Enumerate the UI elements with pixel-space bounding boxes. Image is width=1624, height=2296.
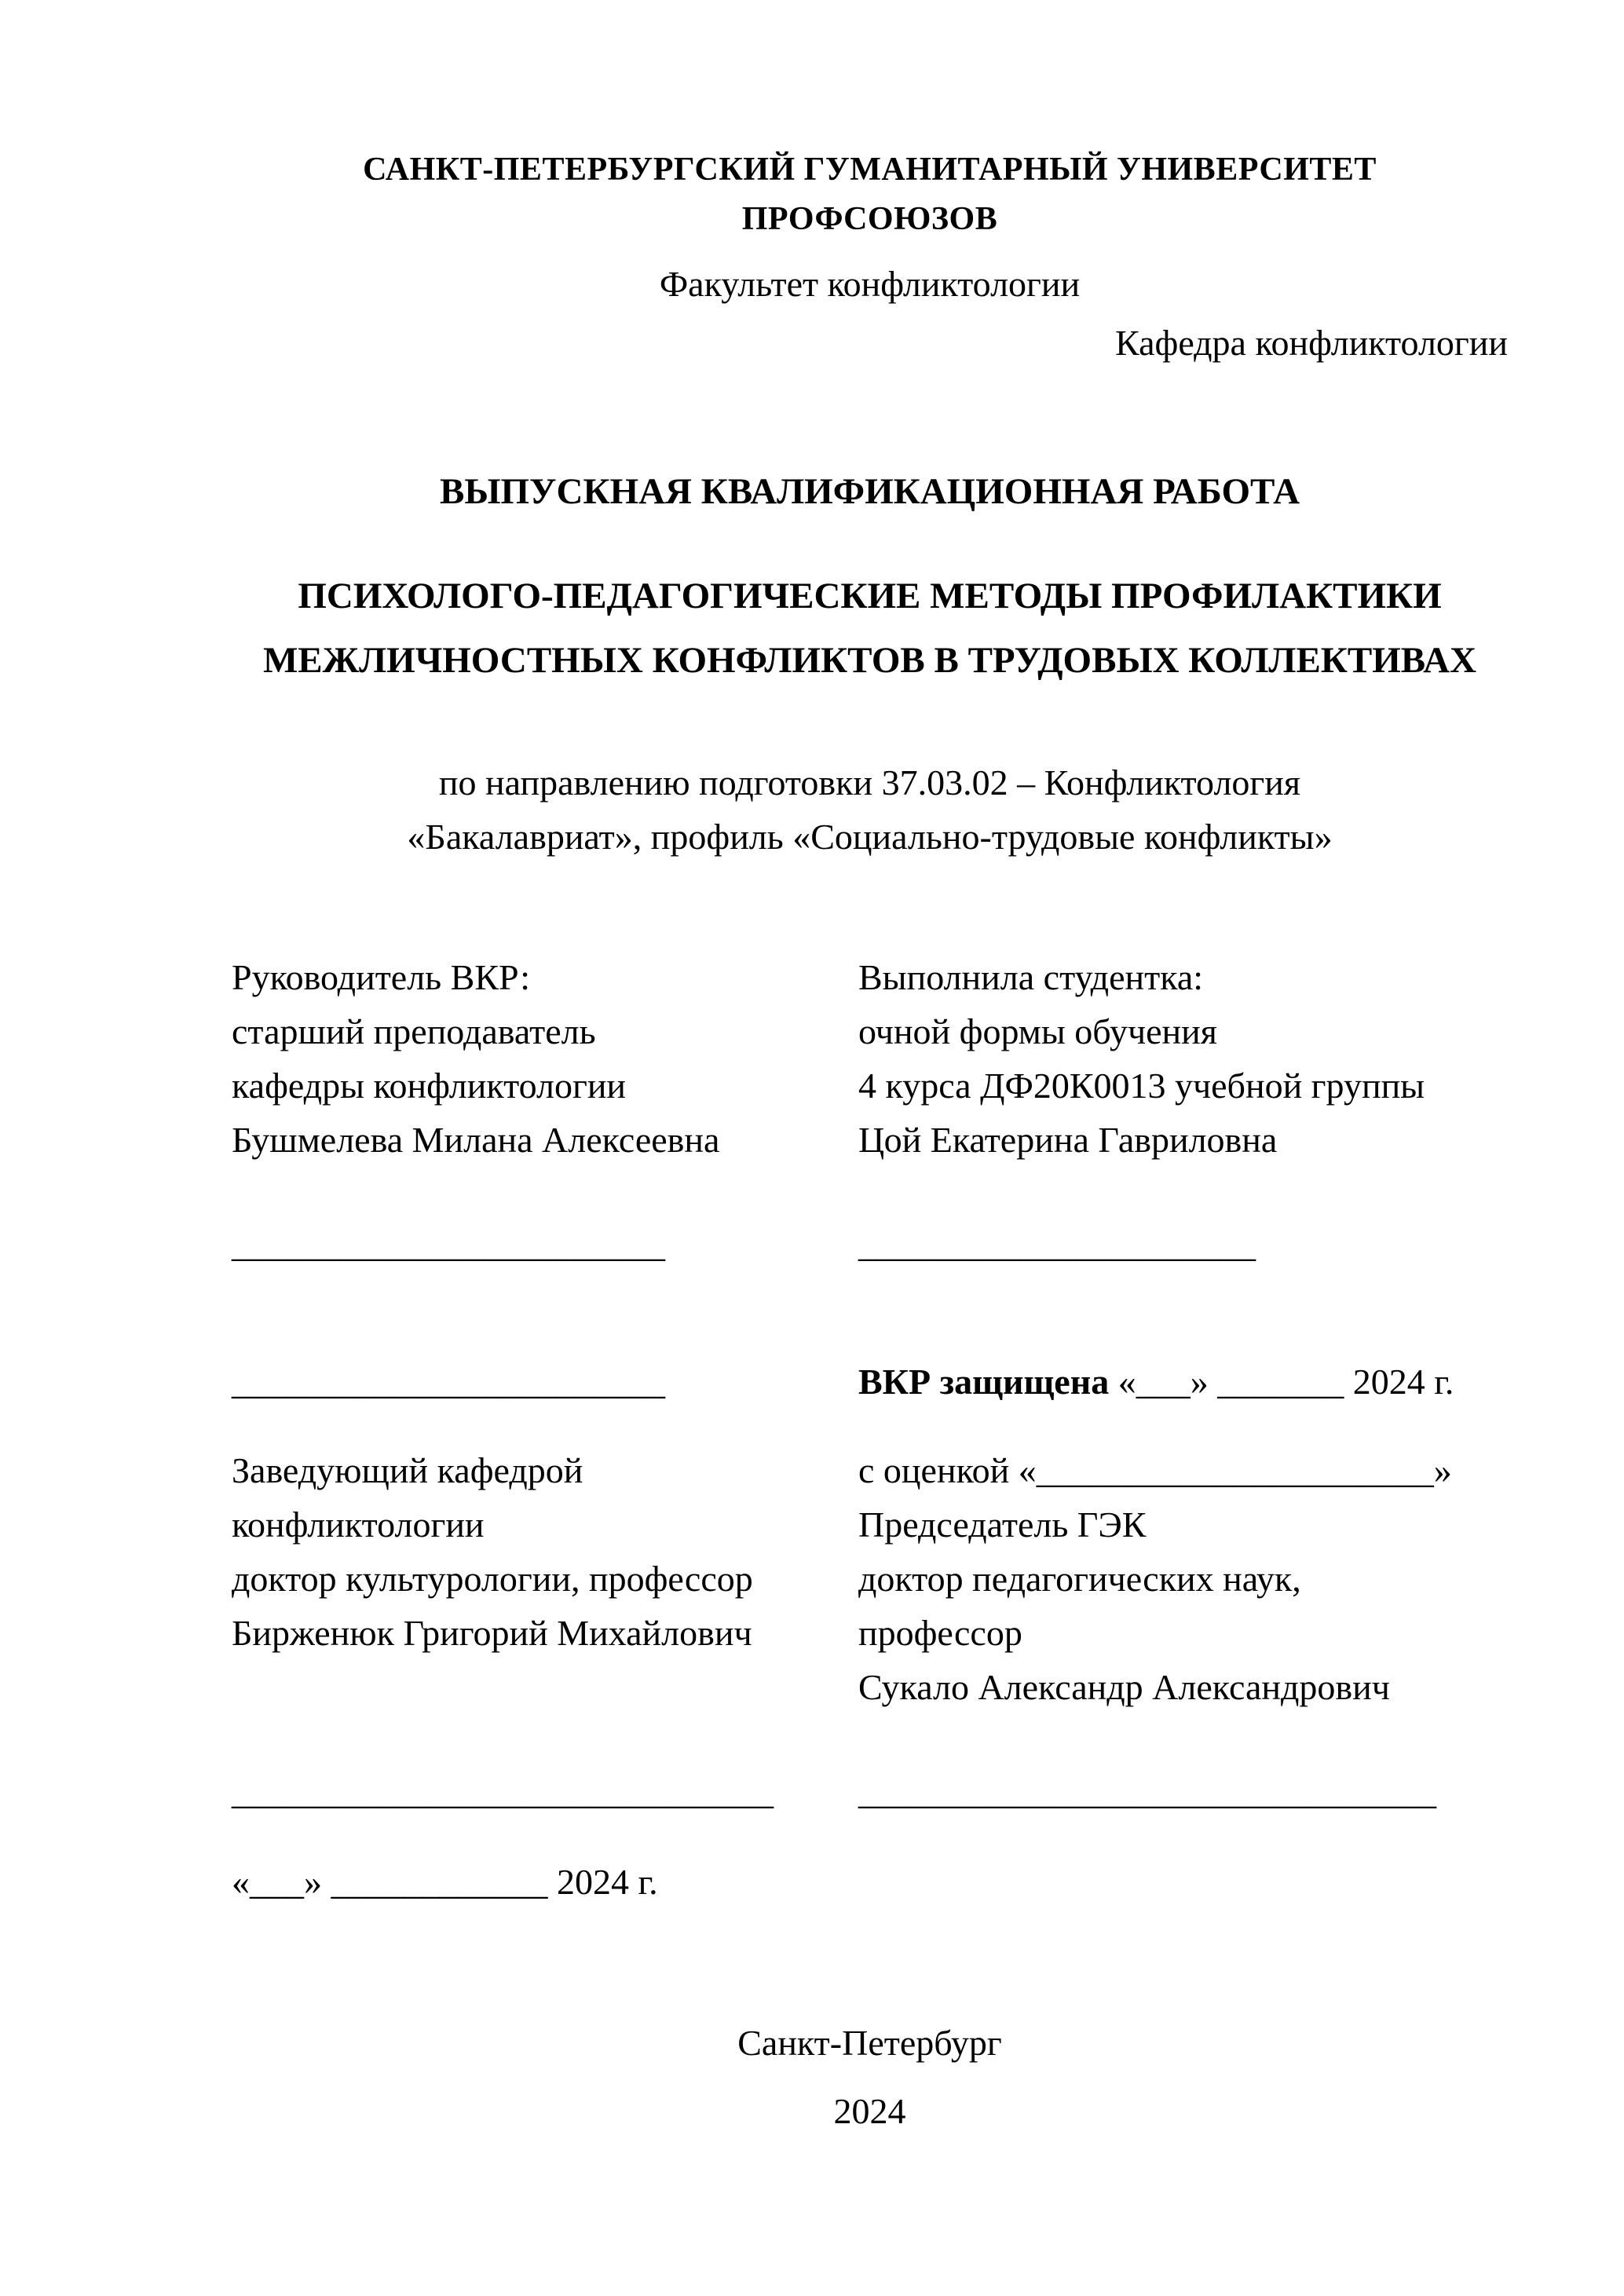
supervisor-signature-line: ________________________: [232, 1224, 665, 1264]
head-degree: доктор культурологии, профессор: [232, 1559, 753, 1599]
program-direction: по направлению подготовки 37.03.02 – Конфликтология: [438, 762, 1301, 803]
signature-row-2: [232, 1355, 1508, 1409]
student-study-form: очной формы обучения: [858, 1011, 1217, 1051]
head-date-line: «___» ____________ 2024 г.: [232, 1862, 658, 1902]
thesis-title-line-1: ПСИХОЛОГО-ПЕДАГОГИЧЕСКИЕ МЕТОДЫ ПРОФИЛАКТИКИ: [298, 575, 1442, 616]
department-name: Кафедра конфликтологии: [1115, 323, 1508, 363]
student-name: Цой Екатерина Гавриловна: [858, 1120, 1278, 1160]
head-title-line-2: конфликтологии: [232, 1504, 485, 1545]
head-signature-line: ________________________: [232, 1362, 665, 1402]
supervisor-department: кафедры конфликтологии: [232, 1066, 627, 1106]
grade-line: с оценкой «______________________»: [858, 1450, 1452, 1490]
head-title-line-1: Заведующий кафедрой: [232, 1450, 583, 1490]
student-group: 4 курса ДФ20К0013 учебной группы: [858, 1066, 1425, 1106]
faculty-name: Факультет конфликтологии: [659, 264, 1081, 304]
student-block: [858, 950, 1508, 1167]
supervisor-name: Бушмелева Милана Алексеевна: [232, 1120, 720, 1160]
work-type-heading: ВЫПУСКНАЯ КВАЛИФИКАЦИОННАЯ РАБОТА: [439, 471, 1300, 512]
chairman-title: Председатель ГЭК: [858, 1504, 1147, 1545]
defense-block: [858, 1443, 1508, 1714]
head-of-department-block: [232, 1443, 858, 1660]
chairman-degree: доктор педагогических наук,: [858, 1559, 1301, 1599]
student-signature-line: ______________________: [858, 1224, 1256, 1264]
footer-year: 2024: [833, 2091, 906, 2131]
footer-city: Санкт-Петербург: [737, 2023, 1002, 2063]
chairman-rank: профессор: [858, 1613, 1022, 1653]
program-profile: «Бакалавриат», профиль «Социально-трудовые конфликты»: [407, 817, 1333, 857]
university-name: САНКТ-ПЕТЕРБУРГСКИЙ ГУМАНИТАРНЫЙ УНИВЕРСИТЕТ ПРОФСОЮЗОВ: [363, 152, 1377, 237]
signature-row-1: [232, 1217, 1508, 1271]
defense-date-line: [858, 1355, 1508, 1409]
chairman-long-signature-line: ________________________________: [858, 1771, 1436, 1812]
program-block: [232, 755, 1508, 864]
head-name: Бирженюк Григорий Михайлович: [232, 1613, 752, 1653]
head-long-signature-line: ______________________________: [232, 1771, 774, 1812]
defense-date-blank: «___» _______ 2024 г.: [1109, 1362, 1454, 1402]
defense-label: ВКР защищена: [858, 1362, 1110, 1402]
chairman-name: Сукало Александр Александрович: [858, 1667, 1390, 1707]
thesis-title: [232, 564, 1508, 693]
supervisor-label: Руководитель ВКР:: [232, 957, 531, 997]
people-columns: [232, 950, 1508, 1167]
supervisor-position: старший преподаватель: [232, 1011, 596, 1051]
signature-row-3: [232, 1764, 1508, 1819]
supervisor-block: [232, 950, 858, 1167]
student-label: Выполнила студентка:: [858, 957, 1204, 997]
thesis-title-line-2: МЕЖЛИЧНОСТНЫХ КОНФЛИКТОВ В ТРУДОВЫХ КОЛЛЕКТИВАХ: [262, 639, 1477, 681]
officials-columns: [232, 1443, 1508, 1714]
